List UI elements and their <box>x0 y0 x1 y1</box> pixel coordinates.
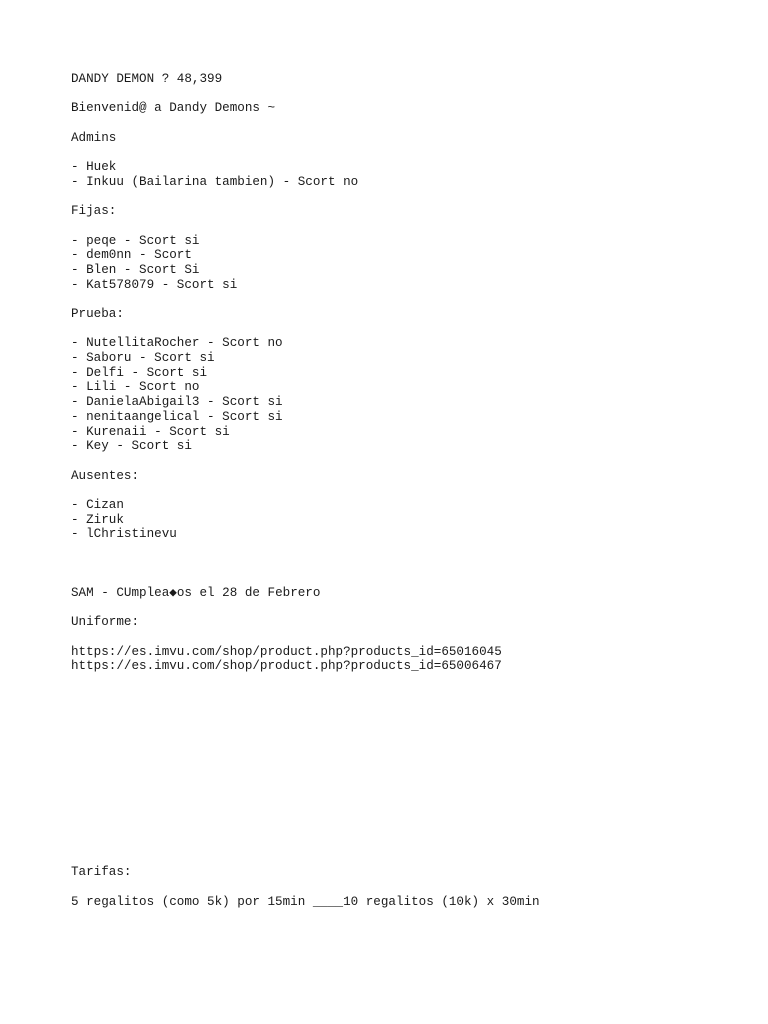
list-item: - Huek <box>71 160 117 175</box>
admins-list <box>71 160 751 189</box>
list-item: - NutellitaRocher - Scort no <box>71 336 283 351</box>
admins-heading: Admins <box>71 130 117 145</box>
list-item: - Inkuu (Bailarina tambien) - Scort no <box>71 174 359 189</box>
tarifas-text: 5 regalitos (como 5k) por 15min ____10 regalitos (10k) x 30min <box>71 894 540 909</box>
list-item: - Kurenaii - Scort si <box>71 424 230 439</box>
list-item: - Delfi - Scort si <box>71 365 208 380</box>
list-item: - Blen - Scort Si <box>71 262 200 277</box>
uniform-link[interactable]: https://es.imvu.com/shop/product.php?products_id=65006467 <box>71 659 502 674</box>
list-item: - Cizan <box>71 497 124 512</box>
tarifas-heading: Tarifas: <box>71 865 132 880</box>
list-item: - Key - Scort si <box>71 439 192 454</box>
uniforme-heading: Uniforme: <box>71 615 140 630</box>
list-item: - Ziruk <box>71 512 124 527</box>
list-item: - dem0nn - Scort <box>71 248 192 263</box>
birthday-note: SAM - CUmplea◆os el 28 de Febrero <box>71 586 321 600</box>
document-page <box>71 72 751 909</box>
list-item: - lChristinevu <box>71 527 177 542</box>
ausentes-heading: Ausentes: <box>71 468 140 483</box>
list-item: - Lili - Scort no <box>71 380 200 395</box>
document-title: DANDY DEMON ? 48,399 <box>71 72 223 86</box>
ausentes-list <box>71 498 751 542</box>
uniform-link[interactable]: https://es.imvu.com/shop/product.php?products_id=65016045 <box>71 644 502 659</box>
uniforme-links <box>71 645 751 674</box>
welcome-text: Bienvenid@ a Dandy Demons ~ <box>71 101 276 116</box>
fijas-list <box>71 234 751 293</box>
prueba-list <box>71 336 751 454</box>
list-item: - Saboru - Scort si <box>71 351 215 366</box>
prueba-heading: Prueba: <box>71 307 124 321</box>
list-item: - peqe - Scort si <box>71 233 200 248</box>
list-item: - nenitaangelical - Scort si <box>71 409 283 424</box>
list-item: - DanielaAbigail3 - Scort si <box>71 395 283 410</box>
fijas-heading: Fijas: <box>71 204 117 219</box>
list-item: - Kat578079 - Scort si <box>71 277 238 292</box>
